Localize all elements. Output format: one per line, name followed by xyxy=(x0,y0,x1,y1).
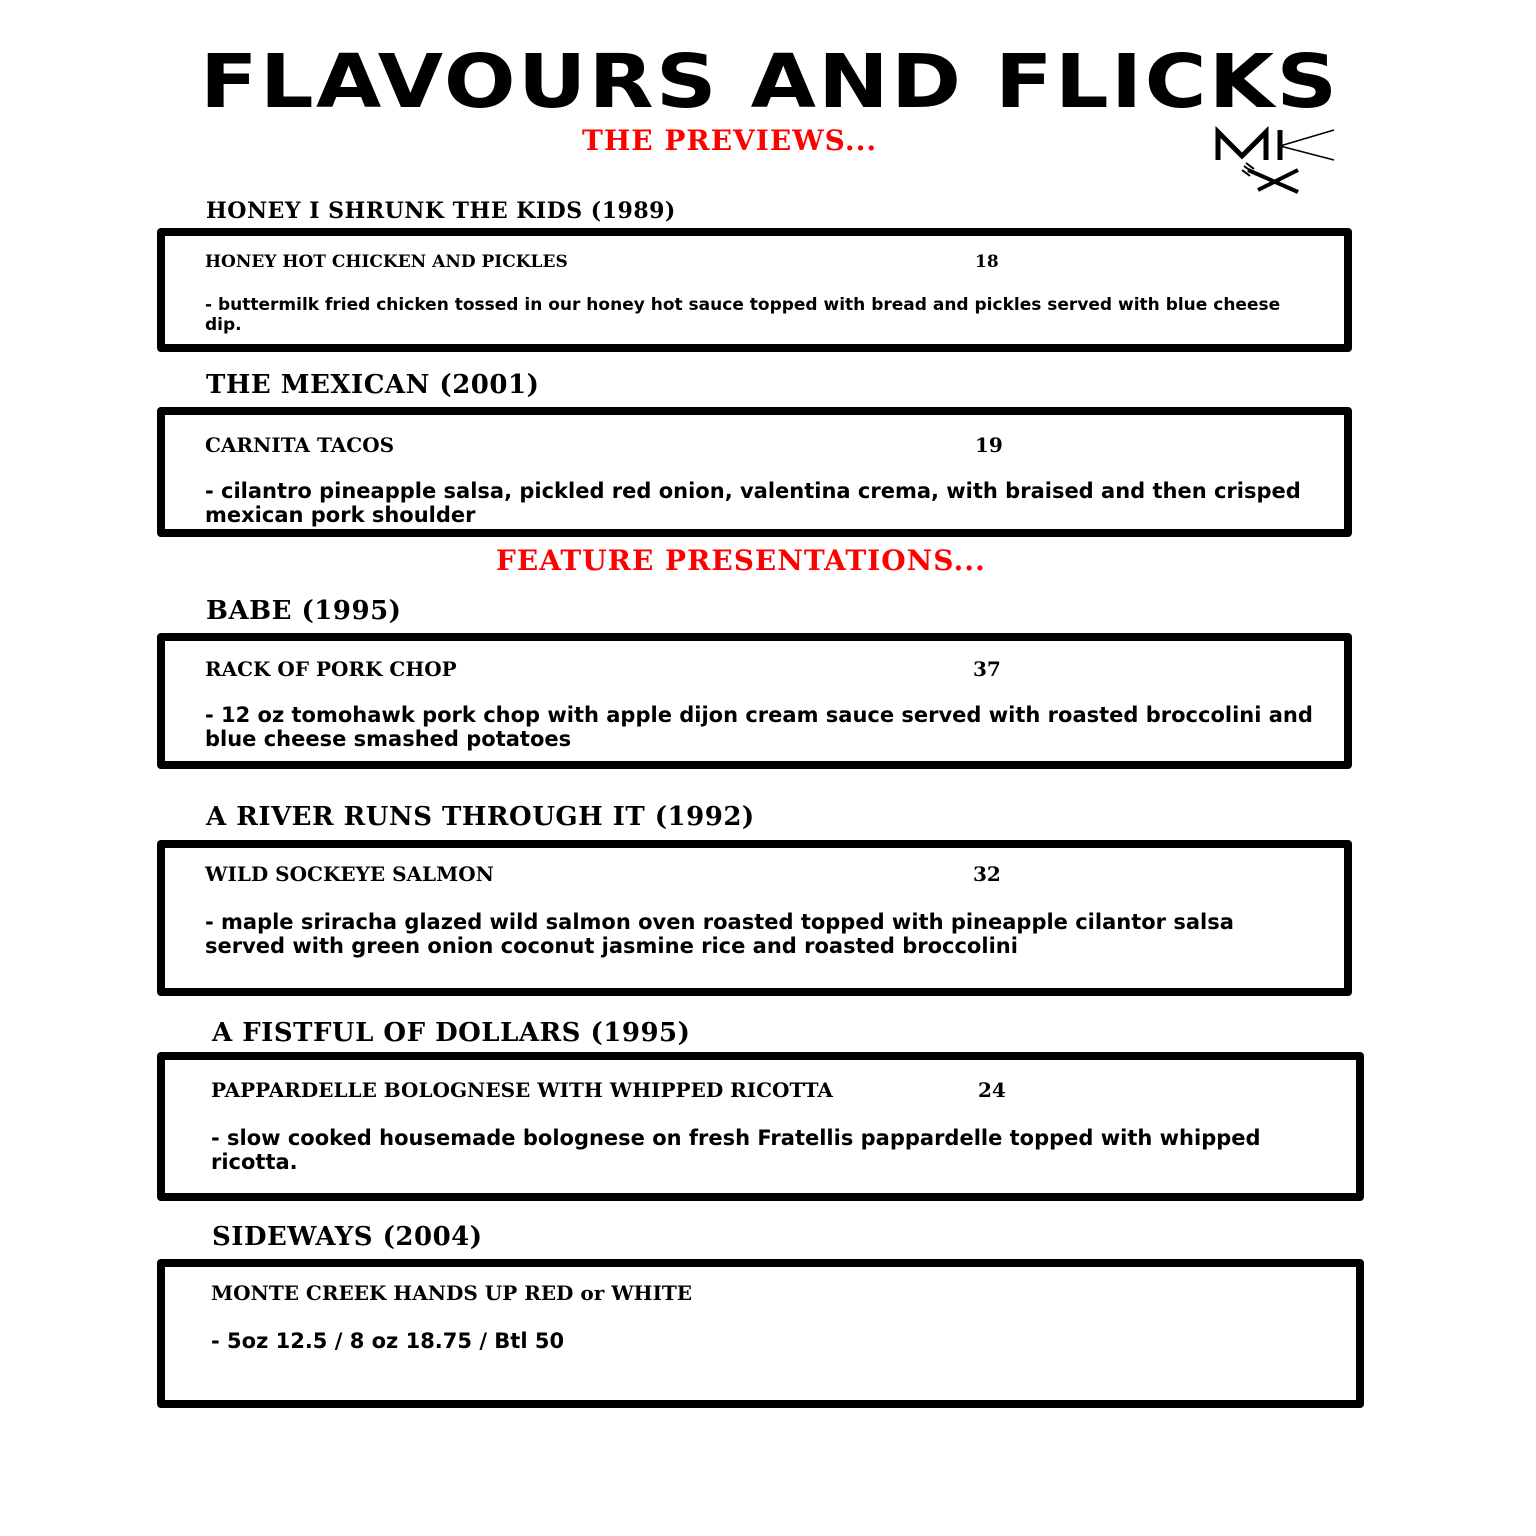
section-heading-features: FEATURE PRESENTATIONS... xyxy=(496,544,986,577)
dish-price: 32 xyxy=(973,862,1001,886)
film-title: A RIVER RUNS THROUGH IT (1992) xyxy=(206,802,755,832)
menu-item-box xyxy=(157,840,1352,996)
dish-description: - buttermilk fried chicken tossed in our honey hot sauce topped with bread and pickles served with blue cheese dip. xyxy=(205,295,1281,335)
menu-item-box xyxy=(157,633,1352,769)
menu-item-box xyxy=(157,407,1352,537)
dish-name: RACK OF PORK CHOP xyxy=(205,657,457,681)
dish-price: 37 xyxy=(973,657,1001,681)
mk-fork-knife-icon xyxy=(1212,126,1342,196)
menu-item-box xyxy=(157,228,1352,352)
dish-price: 19 xyxy=(975,433,1003,457)
dish-description: - 12 oz tomohawk pork chop with apple dijon cream sauce served with roasted broccolini and blue cheese smashed potatoes xyxy=(205,703,1313,752)
dish-name: WILD SOCKEYE SALMON xyxy=(205,862,494,886)
menu-title: FLAVOURS AND FLICKS xyxy=(200,39,1340,125)
dish-name: PAPPARDELLE BOLOGNESE WITH WHIPPED RICOTTA xyxy=(211,1078,833,1102)
section-heading-previews: THE PREVIEWS... xyxy=(582,124,878,157)
film-title: A FISTFUL OF DOLLARS (1995) xyxy=(212,1018,691,1048)
dish-name: MONTE CREEK HANDS UP RED or WHITE xyxy=(211,1281,693,1305)
dish-description: - 5oz 12.5 / 8 oz 18.75 / Btl 50 xyxy=(211,1329,565,1353)
dish-price: 18 xyxy=(975,252,999,272)
film-title: THE MEXICAN (2001) xyxy=(206,370,540,400)
film-title: HONEY I SHRUNK THE KIDS (1989) xyxy=(206,198,676,224)
dish-description: - cilantro pineapple salsa, pickled red onion, valentina crema, with braised and then crisped mexican pork shoulder xyxy=(205,479,1301,528)
dish-name: HONEY HOT CHICKEN AND PICKLES xyxy=(205,252,568,272)
menu-item-box xyxy=(157,1259,1364,1408)
dish-price: 24 xyxy=(978,1078,1006,1102)
mk-logo xyxy=(1212,126,1342,196)
film-title: SIDEWAYS (2004) xyxy=(212,1222,483,1252)
dish-description: - slow cooked housemade bolognese on fresh Fratellis pappardelle topped with whipped ricotta. xyxy=(211,1126,1261,1175)
menu-item-box xyxy=(157,1052,1364,1201)
film-title: BABE (1995) xyxy=(206,596,402,626)
dish-name: CARNITA TACOS xyxy=(205,433,395,457)
dish-description: - maple sriracha glazed wild salmon oven roasted topped with pineapple cilantor salsa served with green onion coconut jasmine rice and roasted broccolini xyxy=(205,910,1234,959)
